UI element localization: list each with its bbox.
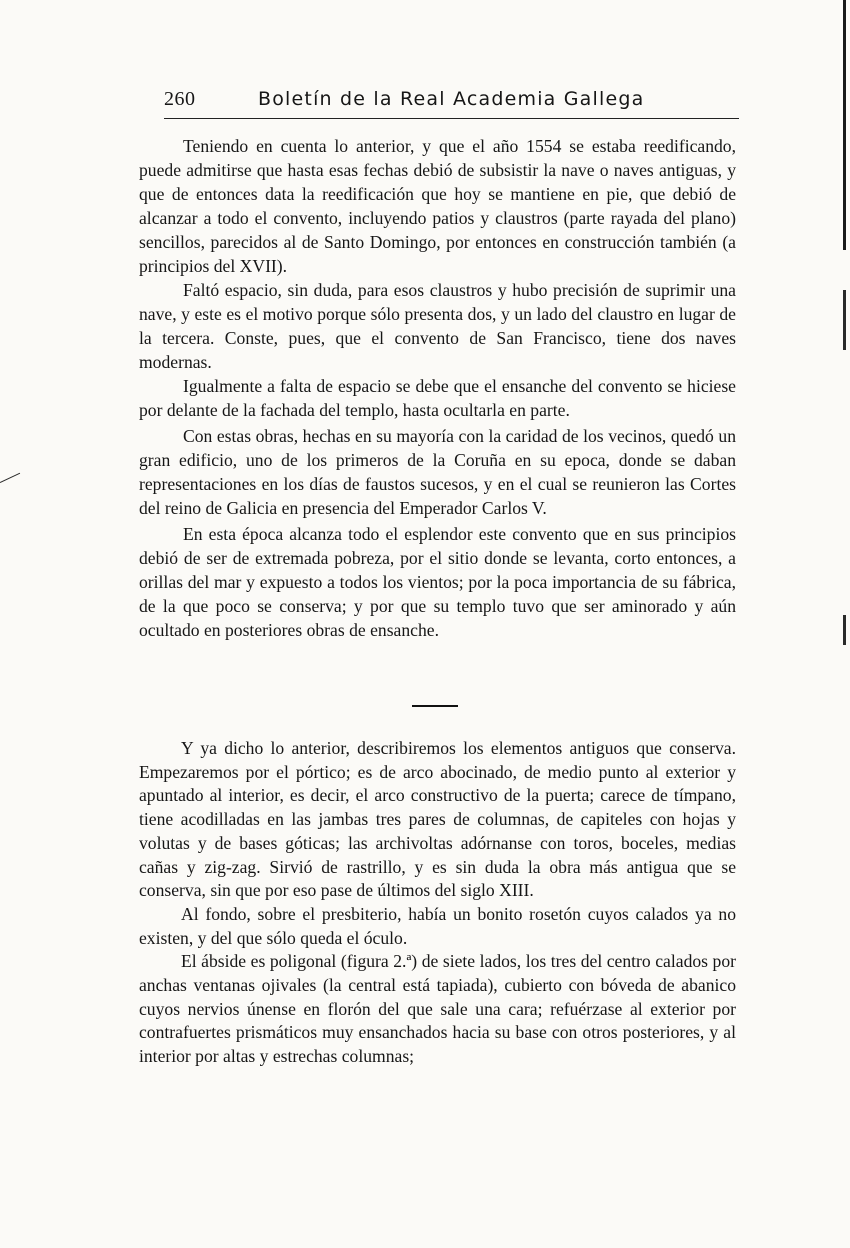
section-1-text (139, 134, 736, 642)
section-divider (412, 705, 458, 707)
paragraph: Con estas obras, hechas en su mayoría con la caridad de los vecinos, quedó un gran edificio, uno de los primeros de la Coruña en su epoca, donde se daban representaciones en los días de faustos sucesos, y en el cual se reunieron las Cortes del reino de Galicia en presencia del Emperador Carlos V. (139, 426, 736, 518)
journal-title: Boletín de la Real Academia Gallega (258, 88, 645, 110)
paragraph: En esta época alcanza todo el esplendor este convento que en sus principios debió de ser de extremada pobreza, por el sitio donde se levanta, corto entonces, a orillas del mar y expuesto a todos los vientos; por la poca importancia de su fábrica, de la que poco se conserva; y por que su templo tuvo que ser aminorado y aún ocultado en posteriores obras de ensanche. (139, 524, 736, 640)
paragraph: Y ya dicho lo anterior, describiremos los elementos antiguos que conserva. Empezaremos por el pórtico; es de arco abocinado, de medio punto al exterior y apuntado al interior, es decir, el arco constructivo de la puerta; carece de tímpano, tiene acodilladas en las jambas tres pares de columnas, de capiteles con hojas y volutas y de bases góticas; las archivoltas adórnanse con toros, boceles, medias cañas y zig-zag. Sirvió de rastrillo, y es sin duda la obra más antigua que se conserva, sin que por eso pase de últimos del siglo XIII. (139, 738, 736, 901)
paragraph: El ábside es poligonal (figura 2.ª) de siete lados, los tres del centro calados por anchas ventanas ojivales (la central está tapiada), cubierto con bóveda de abanico cuyos nervios únense en florón del que sale una cara; refuérzase al exterior por contrafuertes prismáticos muy ensanchados hacia su base con otros posteriores, y al interior por altas y estrechas columnas; (139, 951, 736, 1067)
scan-edge-mark (0, 473, 20, 483)
paragraph: Teniendo en cuenta lo anterior, y que el año 1554 se estaba reedificando, puede admitirse que hasta esas fechas debió de subsistir la nave o naves antiguas, y que de entonces data la reedificación que hoy se mantiene en pie, que debió de alcanzar a todo el convento, incluyendo patios y claustros (parte rayada del plano) sencillos, parecidos al de Santo Domingo, por entonces en construcción también (a principios del XVII). (139, 136, 736, 276)
paragraph: Faltó espacio, sin duda, para esos claustros y hubo precisión de suprimir una nave, y este es el motivo porque sólo presenta dos, y un lado del claustro en lugar de la tercera. Conste, pues, que el convento de San Francisco, tiene dos naves modernas. (139, 280, 736, 372)
page-number: 260 (164, 88, 196, 110)
paragraph: Igualmente a falta de espacio se debe que el ensanche del convento se hiciese por delante de la fachada del templo, hasta ocultarla en parte. (139, 376, 736, 420)
scan-edge-mark (843, 290, 846, 350)
section-2-text (139, 737, 736, 1069)
header-rule (164, 118, 739, 119)
scan-edge-mark (843, 0, 846, 250)
paragraph: Al fondo, sobre el presbiterio, había un bonito rosetón cuyos calados ya no existen, y del que sólo queda el óculo. (139, 903, 736, 948)
scan-edge-mark (843, 615, 846, 645)
page-header (164, 88, 734, 120)
